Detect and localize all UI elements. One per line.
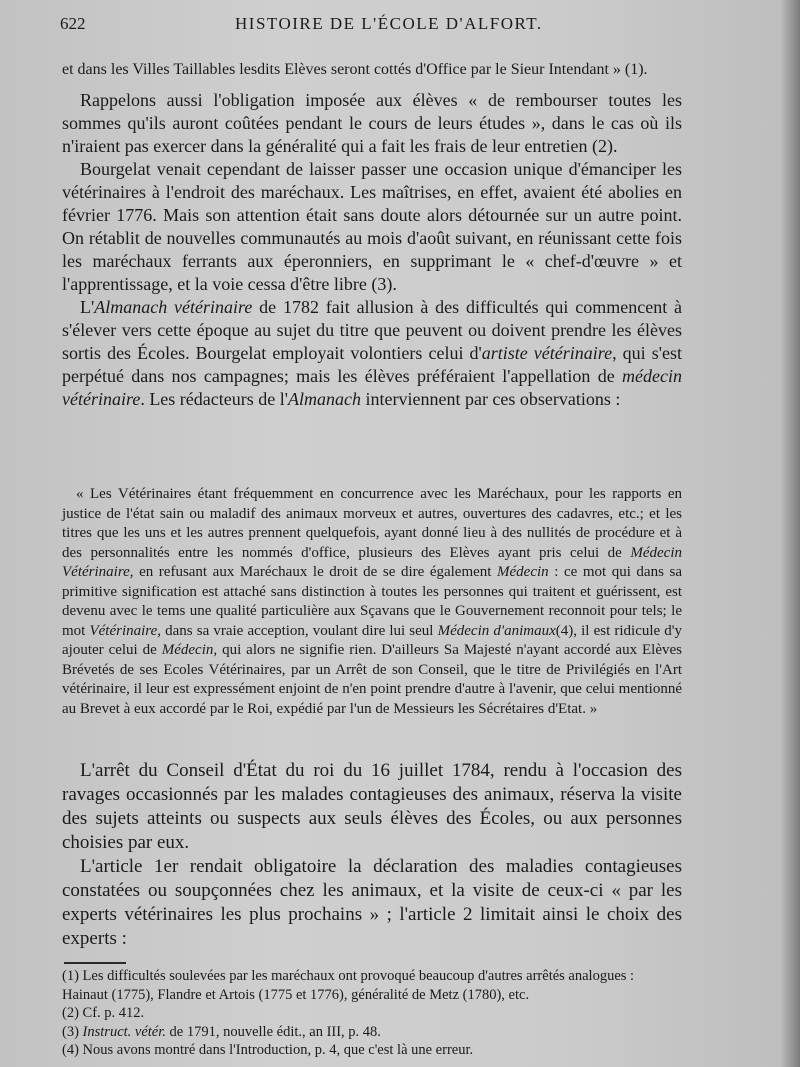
- quote-italic-1: Médecin Vétérinaire: [62, 544, 682, 580]
- quote-text-4: , dans sa vraie acception, voulant dire lui seul: [157, 622, 438, 639]
- quote-italic-5: Médecin: [161, 642, 214, 658]
- quote-italic-2: Médecin: [497, 564, 549, 580]
- footnote-3: [62, 1023, 682, 1042]
- quote-text-5: (4), il est ridicule d'y ajouter celui de: [62, 622, 682, 658]
- almanach-text-3: , qui s'est perpétué dans nos campagnes; mais les élèves préféraient l'appellation de: [62, 343, 682, 386]
- footnote-rule: [64, 962, 126, 964]
- footnotes: [62, 967, 682, 1060]
- footnote-2: (2) Cf. p. 412.: [62, 1005, 145, 1021]
- footnote-4: (4) Nous avons montré dans l'Introduction, p. 4, que c'est là une erreur.: [62, 1042, 474, 1058]
- quote-text-3: : ce mot qui dans sa primitive signification est attaché sans distinction à toutes les personnes qui traitent et guérissent, est devenu avec le tems une qualité particulière aux Sçavans que le Gouvernement reconnoit pour tels; le mot: [62, 564, 682, 639]
- paragraph-bourgelat: Bourgelat venait cependant de laisser passer une occasion unique d'émanciper les vétérinaires à l'endroit des maréchaux. Les maîtrises, en effet, avaient été abolies en février 1776. Mais son attention était sans doute alors détournée sur un autre point. On rétablit de nouvelles communautés au mois d'août suivant, en réunissant cette fois les maréchaux ferrants aux éperonniers, en supprimant le « chef-d'œuvre » et l'apprentissage, et la voie cessa d'être libre (3).: [62, 159, 682, 294]
- footnote-3-italic: Instruct. vétér.: [82, 1023, 166, 1040]
- paragraph-arret: L'arrêt du Conseil d'État du roi du 16 juillet 1784, rendu à l'occasion des ravages occasionnés par les malades contagieuses des animaux, réserva la visite des sujets atteints ou suspects aux seuls élèves des Écoles, ou aux personnes choisies par eux.: [62, 760, 682, 853]
- page-header: [60, 12, 770, 38]
- almanach-italic-2: artiste vétérinaire: [481, 343, 613, 363]
- almanach-italic-1: Almanach vétérinaire: [94, 297, 253, 317]
- almanach-italic-3: médecin vétérinaire: [62, 366, 682, 409]
- paragraph-continuation: et dans les Villes Taillables lesdits Elèves seront cottés d'Office par le Sieur Intendant » (1).: [62, 61, 648, 78]
- almanach-text-5: interviennent par ces observations :: [360, 389, 621, 409]
- quote-italic-4: Médecin d'animaux: [437, 622, 556, 639]
- footnote-3-text-2: de 1791, nouvelle édit., an III, p. 48.: [165, 1023, 381, 1040]
- almanach-italic-4: Almanach: [288, 389, 361, 409]
- footnote-1: (1) Les difficultés soulevées par les maréchaux ont provoqué beaucoup d'autres arrêtés analogues : Hainaut (1775), Flandre et Artois (1775 et 1776), généralité de Metz (1780), etc.: [62, 968, 635, 1003]
- quote-italic-3: Vétérinaire: [89, 622, 158, 639]
- paragraph-almanach: [62, 296, 682, 411]
- later-text: [62, 759, 682, 951]
- footnote-3-text-1: (3): [62, 1023, 83, 1040]
- quote-text-6: , qui alors ne signifie rien. D'ailleurs Sa Majesté n'ayant accordé aux Elèves Brévetés de ses Ecoles Vétérinaires, par un Arrêt de son Conseil, que le titre de Privilégiés en l'Art vétérinaire, il leur est expressément enjoint de n'en point prendre d'autre à l'avenir, que celui mentionné au Brevet à eux accordé par le Roi, expédié par l'un de Messieurs les Sécrétaires d'Etat. »: [62, 642, 682, 717]
- quote-text-2: , en refusant aux Maréchaux le droit de se dire également: [129, 564, 498, 580]
- main-text: [62, 58, 682, 411]
- running-title: HISTOIRE DE L'ÉCOLE D'ALFORT.: [235, 14, 543, 33]
- paragraph-remboursement: Rappelons aussi l'obligation imposée aux élèves « de rembourser toutes les sommes qu'ils auront coûtées pendant le cours de leurs études », dans le cas où ils n'iraient pas exercer dans la généralité qui a fait les frais de leur entretien (2).: [62, 90, 682, 156]
- paragraph-article: L'article 1er rendait obligatoire la déclaration des maladies contagieuses constatées ou soupçonnées chez les animaux, et la visite de ceux-ci « par les experts vétérinaires les plus prochains » ; l'article 2 limitait ainsi le choix des experts :: [62, 856, 682, 949]
- block-quote: [62, 485, 682, 719]
- almanach-text-4: . Les rédacteurs de l': [140, 389, 288, 409]
- page-edge-shadow: [780, 0, 800, 1067]
- page-number: 622: [60, 14, 86, 33]
- almanach-text-1: L': [80, 297, 95, 317]
- almanach-text-2: de 1782 fait allusion à des difficultés qui commencent à s'élever vers cette époque au sujet du titre que peuvent ou doivent prendre les élèves sortis des Écoles. Bourgelat employait volontiers celui d': [62, 297, 682, 363]
- quote-text-1: « Les Vétérinaires étant fréquemment en concurrence avec les Maréchaux, pour les rapports en justice de l'état sain ou maladif des animaux morveux et autres, ouvertures des cadavres, etc.; et les titres que les uns et les autres prennent quelquefois, ayant donné lieu à des nullités de procédure et à des personnalités entre les nommés d'office, plusieurs des Elèves ayant pris celui de: [62, 486, 682, 561]
- quote-paragraph: [62, 485, 682, 719]
